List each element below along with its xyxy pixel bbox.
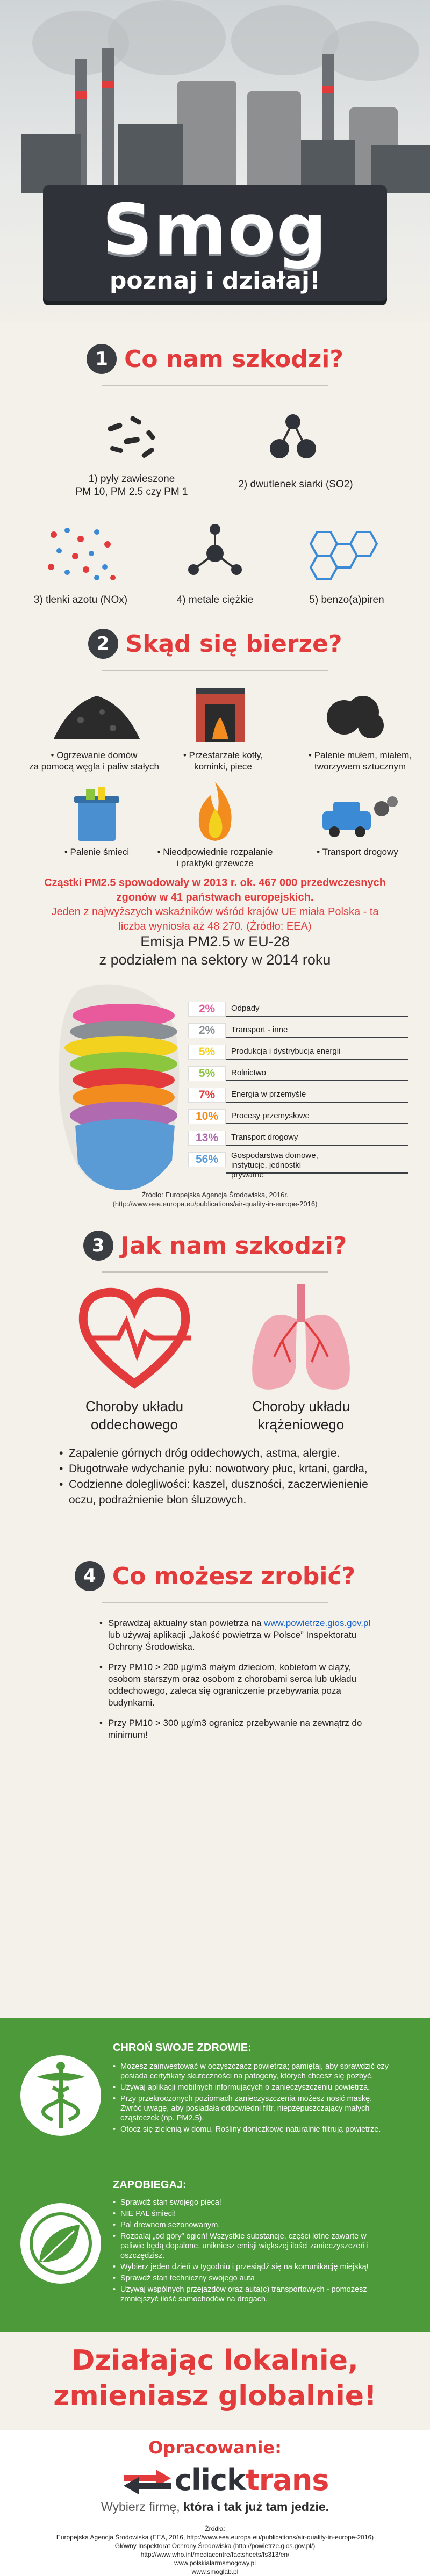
source-label: • Przestarzałe kotły, kominki, piece <box>183 750 263 772</box>
smoke-cloud <box>108 0 226 75</box>
tagline-bold: która i tak już tam jedzie. <box>183 2500 329 2514</box>
list-item: • Sprawdź stan swojego pieca! <box>113 2198 392 2207</box>
emission-sector: Energia w przemyśle <box>231 1090 306 1099</box>
nitrogen-oxides-icon <box>43 524 118 583</box>
black-smoke-icon <box>322 688 387 742</box>
factory-building <box>22 134 81 193</box>
cars-traffic-icon <box>317 790 403 844</box>
list-item <box>99 1617 379 1653</box>
list-item: • Otocz się zielenią w domu. Rośliny doniczkowe naturalnie filtrują powietrze. <box>113 2125 392 2134</box>
emission-sector: Transport - inne <box>231 1025 288 1034</box>
tip-text: lub używaj aplikacji „Jakość powietrza w Polsce” Inspektoratu Ochrony Środowiska. <box>108 1630 357 1652</box>
pollutant-label: 3) tlenki azotu (NOx) <box>33 594 128 606</box>
clicktrans-logo[interactable] <box>124 2463 339 2495</box>
source-label: • Nieodpowiednie rozpalanie i praktyki grzewcze <box>157 847 273 868</box>
sulfur-dioxide-molecule-icon <box>263 411 322 465</box>
hero-title: Smog <box>102 189 328 270</box>
cooling-tower <box>177 81 236 193</box>
dust-particles-icon <box>102 414 161 462</box>
section-1-header <box>0 344 430 374</box>
emission-leader-line <box>226 1080 408 1081</box>
emission-leader-line <box>226 1123 408 1124</box>
emission-leader-line <box>226 1016 408 1017</box>
pollutant-label: 5) benzo(a)piren <box>309 594 384 606</box>
logo-text-dark: click <box>175 2463 246 2497</box>
emission-percent: 2% <box>188 1002 226 1017</box>
list-item: • Rozpalaj „od góry” ogień! Wszystkie substancje, części lotne zawarte w paliwie będą dopalone, unikniesz emisji większej ilości zanieczyszczeń i oszczędzisz. <box>113 2232 392 2261</box>
trash-bin-icon <box>64 785 129 844</box>
emission-leader-line <box>226 1059 408 1060</box>
section-number: 1 <box>87 344 117 374</box>
arrows-icon <box>124 2467 172 2494</box>
list-item: • Długotrwałe wdychanie pyłu: nowotwory płuc, krtani, gardła, <box>59 1461 382 1477</box>
list-item: • Sprawdź stan techniczny swojego auta <box>113 2273 392 2283</box>
tagline-text: Wybierz firmę, <box>101 2500 184 2514</box>
emission-sector: Procesy przemysłowe <box>231 1111 310 1120</box>
emission-leader-line <box>226 1145 408 1146</box>
section-title: Jak nam szkodzi? <box>120 1232 347 1260</box>
emission-percent: 7% <box>188 1088 226 1103</box>
heavy-metals-molecule-icon <box>183 521 247 586</box>
chimney <box>102 48 114 193</box>
section-title: Skąd się bierze? <box>125 630 342 658</box>
pollutant-label: 4) metale ciężkie <box>176 594 254 606</box>
list-item: • Wybierz jeden dzień w tygodniu i przesiądź się na komunikację miejską! <box>113 2262 392 2272</box>
section-number: 3 <box>83 1231 113 1261</box>
eco-leaf-globe-icon <box>20 2203 101 2284</box>
pollutant-label: 1) pyły zawieszone PM 10, PM 2.5 czy PM 1 <box>75 473 188 498</box>
emission-percent: 10% <box>188 1109 226 1124</box>
list-item: • NIE PAL śmieci! <box>113 2209 392 2219</box>
divider <box>102 1602 328 1603</box>
chart-source: Źródło: Europejska Agencja Środowiska, 2016r. (http://www.eea.europa.eu/publications/air-quality-in-europe-2016) <box>112 1191 318 1208</box>
chimney-band <box>102 81 114 88</box>
medical-caduceus-icon <box>20 2055 101 2136</box>
emission-leader-line <box>226 1102 408 1103</box>
prevent-title: ZAPOBIEGAJ: <box>113 2179 187 2191</box>
tagline <box>0 2500 430 2514</box>
emission-leader-line <box>226 1037 408 1038</box>
section-3-header <box>0 1231 430 1261</box>
coal-pile-icon <box>48 688 145 742</box>
source-label: • Transport drogowy <box>317 847 398 857</box>
protect-title: CHROŃ SWOJE ZDROWIE: <box>113 2042 252 2054</box>
source-label: • Palenie śmieci <box>64 847 130 857</box>
statistic-note: Jeden z najwyższych wskaźników wśród krajów UE miała Polska - ta liczba wyniosła aż 48 270. (Źródło: EEA) <box>51 906 379 932</box>
heart-pulse-icon <box>75 1284 194 1392</box>
emission-sector: Odpady <box>231 1004 260 1013</box>
emission-percent: 5% <box>188 1066 226 1081</box>
benzo-a-pyrene-molecule-icon <box>301 521 382 586</box>
smoke-cloud <box>322 21 419 81</box>
emission-sector: Gospodarstwa domowe, instytucje, jednostki prywatne <box>231 1151 318 1179</box>
pollutant-label: 2) dwutlenek siarki (SO2) <box>238 479 353 490</box>
air-quality-link[interactable]: www.powietrze.gios.gov.pl <box>264 1618 371 1628</box>
sources-list: Źródła: Europejska Agencja Środowiska (EEA, 2016, http://www.eea.europa.eu/publications/air-quality-in-europe-2016) Główny Inspektorat Ochrony Środowiska (http://powietrze.gios.gov.pl/) http://www.who.int/mediacentre/factsheets/fs313/en/ www.polskialarmsmogowy.pl www.smoglab.pl <box>56 2525 374 2575</box>
lungs-chart-illustration <box>43 983 204 1193</box>
closing-slogan: Działając lokalnie, zmieniasz globalnie! <box>53 2344 377 2412</box>
effect-label: Choroby układu krążeniowego <box>252 1398 350 1433</box>
mortality-statistic <box>43 876 387 934</box>
list-item: • Codzienne dolegliwości: kaszel, duszności, zaczerwienienie oczu, podrażnienie błon śluzowych. <box>59 1477 382 1508</box>
emission-sector: Rolnictwo <box>231 1068 267 1077</box>
emission-sector: Transport drogowy <box>231 1133 298 1142</box>
list-item: • Możesz zainwestować w oczyszczacz powietrza; pamiętaj, aby sprawdzić czy posiada certyfikaty skuteczności na patogeny, których chcesz się pozbyć. <box>113 2062 392 2081</box>
lungs-icon <box>242 1282 360 1394</box>
logo-text-red: trans <box>245 2463 329 2497</box>
section-number: 2 <box>88 629 118 659</box>
emission-percent: 5% <box>188 1045 226 1060</box>
chimney-band <box>75 91 87 99</box>
list-item: • Używaj wspólnych przejazdów oraz auta(c) transportowych - pomożesz zmniejszyć ilość samochodów na drogach. <box>113 2285 392 2304</box>
chart-title: Emisja PM2.5 w EU-28 z podziałem na sektory w 2014 roku <box>99 933 331 968</box>
hero-section <box>0 0 430 322</box>
logo-text <box>175 2463 328 2497</box>
emission-percent: 13% <box>188 1131 226 1146</box>
divider <box>102 385 328 386</box>
list-item: • Przy przekroczonych poziomach zanieczyszczenia możesz nosić maskę. Zwróć uwagę, aby posiadała odpowiedni filtr, niepzepuszczający małych cząsteczek (np. PM2.5). <box>113 2094 392 2123</box>
list-item: • Przy PM10 > 300 µg/m3 ogranicz przebywanie na zewnątrz do minimum! <box>99 1717 379 1741</box>
chimney-band <box>322 86 334 93</box>
hero-subtitle: poznaj i działaj! <box>109 267 321 294</box>
fire-flame-icon <box>188 779 242 844</box>
fireplace-icon <box>194 685 247 744</box>
divider <box>102 1271 328 1273</box>
protect-list <box>113 2062 392 2136</box>
section-2-header <box>0 629 430 659</box>
section-number: 4 <box>75 1561 105 1591</box>
statistic-main: Cząstki PM2.5 spowodowały w 2013 r. ok. 467 000 przedwczesnych zgonów w 41 państwach europejskich. <box>44 877 386 903</box>
list-item: • Pal drewnem sezonowanym. <box>113 2220 392 2230</box>
section-title: Co nam szkodzi? <box>124 345 343 373</box>
footer <box>0 2430 430 2576</box>
effect-label: Choroby układu oddechowego <box>85 1398 184 1433</box>
emission-percent: 2% <box>188 1023 226 1038</box>
prevent-list <box>113 2198 392 2306</box>
tip-text: Sprawdzaj aktualny stan powietrza na <box>108 1618 264 1628</box>
factory-building <box>118 124 183 193</box>
health-effects-list <box>59 1445 382 1508</box>
source-label: • Ogrzewanie domów za pomocą węgla i paliw stałych <box>29 750 159 772</box>
emission-sector: Produkcja i dystrybucja energii <box>231 1047 341 1056</box>
section-4-header <box>0 1561 430 1591</box>
source-label: • Palenie mułem, miałem, tworzywem sztucznym <box>308 750 412 772</box>
list-item: • Używaj aplikacji mobilnych informujących o zanieczyszczeniu powietrza. <box>113 2083 392 2092</box>
prepared-by-label: Opracowanie: <box>148 2437 282 2458</box>
green-advice-section <box>0 2018 430 2332</box>
section-title: Co możesz zrobić? <box>112 1562 356 1590</box>
list-item: • Zapalenie górnych dróg oddechowych, astma, alergie. <box>59 1445 382 1461</box>
list-item: • Przy PM10 > 200 µg/m3 małym dzieciom, kobietom w ciąży, osobom starszym oraz osobom z chorobami serca lub układu oddechowego, zaleca się ograniczenie przebywania poza budynkami. <box>99 1661 379 1709</box>
cooling-tower <box>247 91 301 193</box>
actions-list <box>99 1617 379 1750</box>
emission-percent: 56% <box>188 1152 226 1167</box>
divider <box>102 670 328 671</box>
title-sign <box>43 185 387 301</box>
